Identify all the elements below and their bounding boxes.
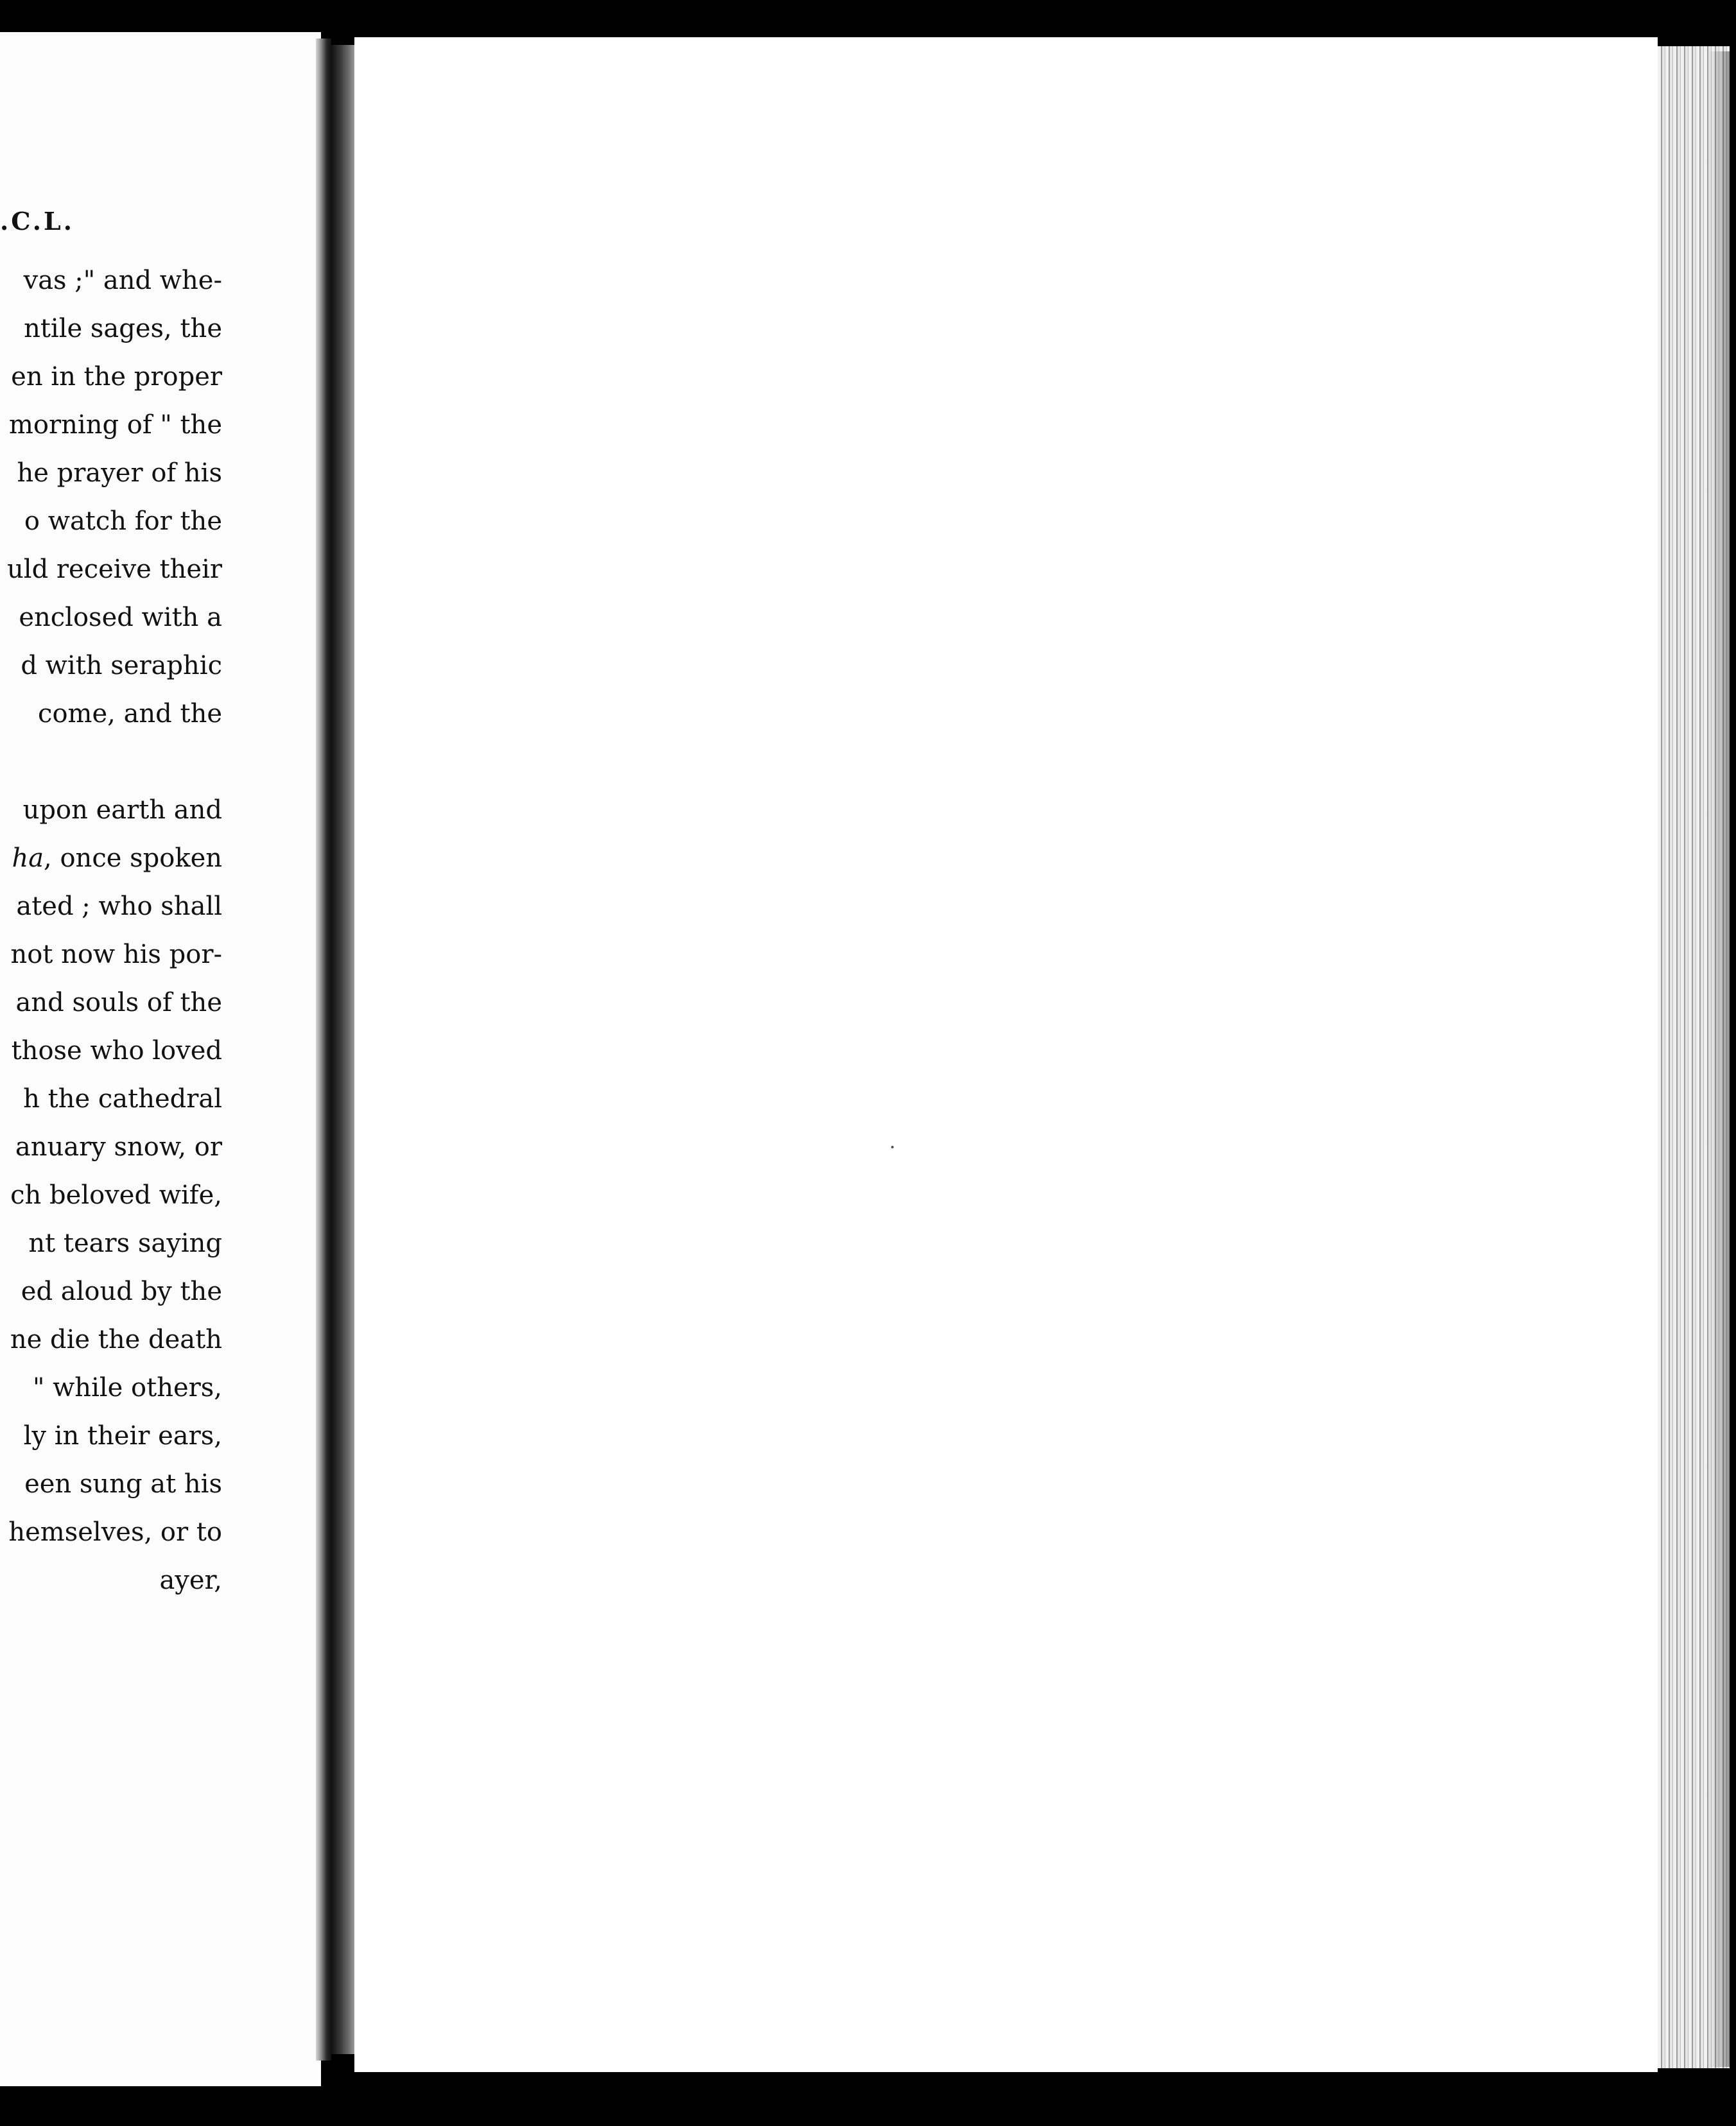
text-line: those who loved: [11, 1036, 222, 1066]
left-page-text: [0, 257, 222, 1605]
book-gutter: [331, 45, 354, 2054]
text-line: ne die the death: [10, 1325, 222, 1354]
text-line: en in the proper: [11, 362, 222, 392]
text-line: not now his por-: [10, 940, 222, 969]
text-line: vas ;" and whe-: [23, 266, 222, 295]
text-line: ed aloud by the: [21, 1277, 222, 1306]
text-line: nt tears saying: [28, 1229, 222, 1258]
text-line: ly in their ears,: [23, 1421, 222, 1451]
text-line: he prayer of his: [17, 458, 222, 488]
text-line: een sung at his: [24, 1469, 222, 1499]
paragraph-break: [0, 738, 222, 786]
text-line: ated ; who shall: [16, 892, 222, 921]
text-line: ayer,: [159, 1566, 222, 1595]
text-line: uld receive their: [7, 555, 222, 584]
text-line: hemselves, or to: [8, 1517, 222, 1547]
paper-speck: [891, 1146, 894, 1148]
text-line: d with seraphic: [21, 651, 222, 680]
text-line: o watch for the: [24, 506, 222, 536]
fore-edge-shadow: [1708, 51, 1736, 2067]
text-line: ntile sages, the: [24, 314, 222, 343]
text-line: morning of " the: [9, 410, 222, 440]
text-line: ha, once spoken: [12, 843, 222, 873]
text-line: and souls of the: [15, 988, 222, 1017]
gutter-shadow: [316, 39, 331, 2061]
text-line: ch beloved wife,: [10, 1180, 222, 1210]
text-line: enclosed with a: [19, 603, 222, 632]
text-line: anuary snow, or: [15, 1132, 222, 1162]
right-page-blank: [354, 37, 1658, 2072]
text-line: h the cathedral: [23, 1084, 222, 1114]
text-line: upon earth and: [22, 795, 222, 825]
running-head: .C.L.: [0, 207, 74, 236]
text-line: come, and the: [38, 699, 222, 729]
text-line: " while others,: [32, 1373, 222, 1403]
